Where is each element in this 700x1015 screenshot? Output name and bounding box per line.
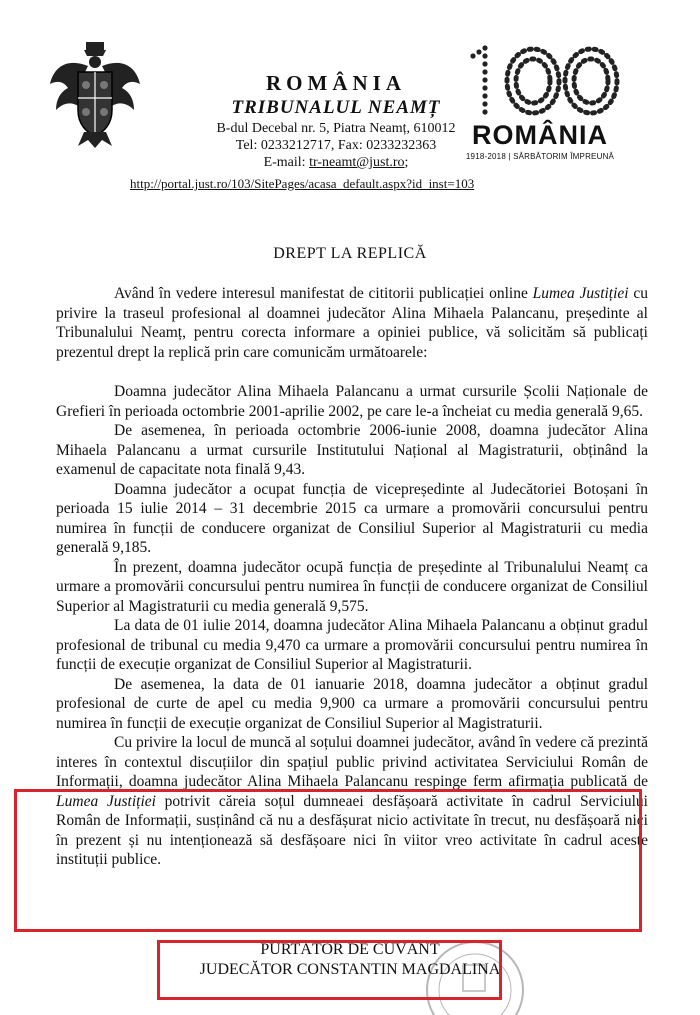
publication-name: Lumea Justiției [532, 285, 629, 302]
centenary-logo-word: ROMÂNIA [472, 120, 608, 150]
signature-name: JUDECĂTOR CONSTANTIN MAGDALINA [199, 961, 501, 978]
paragraph-tribunal-grade: La data de 01 iulie 2014, doamna judecător Alina Mihaela Palancanu a obținut gradul profesional de tribunal cu media 9,470 ca urmare a promovării concursului pentru numirea în funcții de execuție organizat de Consiliul Superior al Magistraturii. [56, 617, 648, 673]
paragraph-intro-text-b: cu privire la traseul profesional al doamnei judecător Alina Mihaela Palancanu, președinte al Tribunalului Neamț, pentru corecta informare a opiniei publice, vă solicităm să publicați prezentul drept la replică prin care comunicăm următoarele: [56, 285, 648, 361]
coat-of-arms-logo [48, 40, 142, 150]
highlight-box-spouse-paragraph [14, 789, 642, 932]
document-body [56, 284, 648, 870]
paragraph-spouse-text-b: potrivit căreia soțul dumneaei desfășoară activitate în cadrul Serviciului Român de Informații, susținând că nu a desfășurat nicio activitate în trecut, nu desfășoară nici în prezent și nu intenționează să desfășoare nici în viitor vreo activitate în cadrul aceste instituții publice. [56, 792, 648, 868]
paragraph-spouse-text-a: Cu privire la locul de muncă al soțului doamnei judecător, având în vedere că prezintă interes în contextul discuțiilor din spațiul public privind activitatea Serviciului Român de Informații, doamna judecător Alina Mihaela Palancanu respinge ferm afirmația publicată de [56, 734, 648, 790]
court-email-line [186, 154, 486, 171]
document-title: DREPT LA REPLICĂ [273, 245, 427, 262]
email-link[interactable]: tr-neamt@just.ro [309, 155, 405, 170]
highlight-box-signature [157, 940, 502, 1000]
romania-centenary-logo [455, 42, 625, 162]
paragraph-intro-text-a: Având în vedere interesul manifestat de cititorii publicației online [114, 285, 533, 302]
centenary-logo-tagline: 1918-2018 | SĂRBĂTORIM ÎMPREUNĂ [465, 152, 615, 161]
email-label: E-mail: [263, 155, 310, 170]
institution-header [186, 70, 486, 171]
court-phone-fax: Tel: 0233212717, Fax: 0233232363 [235, 138, 437, 153]
paragraph-grefieri: Doamna judecător Alina Mihaela Palancanu a urmat cursurile Școlii Naționale de Grefieri în perioada octombrie 2001-aprilie 2002, pe care le-a încheiat cu media generală 9,65. [56, 383, 648, 420]
paragraph-vicepresident: Doamna judecător a ocupat funcția de vicepreședinte al Judecătoriei Botoșani în perioada 15 iulie 2014 – 31 decembrie 2015 ca urmare a promovării concursului pentru numirea în funcții de conducere organizat de Consiliul Superior al Magistraturii cu media generală 9,185. [56, 480, 648, 556]
email-suffix: ; [404, 155, 409, 170]
paragraph-inm: De asemenea, în perioada octombrie 2006-iunie 2008, doamna judecător Alina Mihaela Palancanu a urmat cursurile Institutului Național al Magistraturii, obținând la examenul de capacitate nota finală 9,43. [56, 422, 648, 478]
signature-role: PURTĂTOR DE CUVÂNT [260, 941, 440, 958]
court-name: TRIBUNALUL NEAMȚ [231, 97, 441, 118]
portal-url-link[interactable]: http://portal.just.ro/103/SitePages/acasa_default.aspx?id_inst=103 [130, 176, 475, 191]
country-name: ROMÂNIA [266, 71, 406, 95]
court-address: B-dul Decebal nr. 5, Piatra Neamț, 610012 [216, 121, 456, 136]
centenary-100-graphic [455, 42, 625, 120]
paragraph-appeal-grade: De asemenea, la data de 01 ianuarie 2018, doamna judecător a obținut gradul profesional de curte de apel cu media 9,900 ca urmare a promovării concursului pentru numirea în funcții de execuție organizat de Consiliul Superior al Magistraturii. [56, 675, 648, 732]
paragraph-president: În prezent, doamna judecător ocupă funcția de președinte al Tribunalului Neamț ca urmare a promovării concursului pentru numirea în funcții de conducere organizat de Consiliul Superior al Magistraturii cu media generală 9,575. [56, 558, 648, 615]
paragraph-intro [56, 284, 648, 362]
publication-name-2: Lumea Justiției [56, 792, 156, 810]
